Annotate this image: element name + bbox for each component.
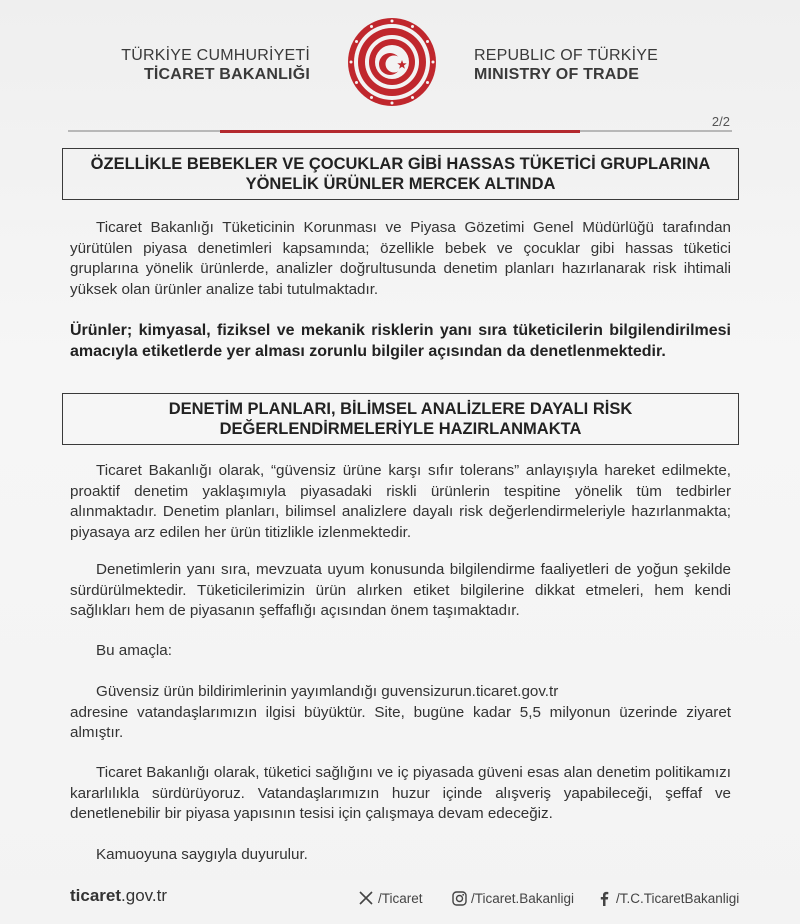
social-x-link[interactable] bbox=[358, 890, 423, 906]
section1-heading-line1: ÖZELLİKLE BEBEKLER VE ÇOCUKLAR GİBİ HASSAS TÜKETİCİ GRUPLARINA bbox=[90, 155, 711, 173]
section2-heading-line2: DEĞERLENDİRMELERİYLE HAZIRLANMAKTA bbox=[219, 420, 582, 438]
social-facebook-link[interactable] bbox=[596, 890, 739, 906]
country-name-tr: TÜRKİYE CUMHURİYETİ bbox=[121, 47, 310, 64]
instagram-icon bbox=[451, 890, 467, 906]
header-left-title bbox=[121, 46, 310, 84]
x-icon bbox=[358, 890, 374, 906]
section1-paragraph2-text: Ürünler; kimyasal, fiziksel ve mekanik risklerin yanı sıra tüketicilerin bilgilendirilmesi amacıyla etiketlerde yer alması zorunlu bilgiler açısından da denetlenmektedir. bbox=[70, 322, 731, 360]
country-name-en: REPUBLIC OF TÜRKİYE bbox=[474, 47, 658, 64]
divider-center-accent bbox=[220, 130, 580, 133]
section2-paragraph3 bbox=[70, 641, 731, 662]
social-x-handle: /Ticaret bbox=[378, 890, 423, 906]
section2-paragraph2-text: Denetimlerin yanı sıra, mevzuata uyum konusunda bilgilendirme faaliyetleri de yoğun şekilde sürdürülmektedir. Tüketicilerimizin ürün alırken etiket bilgilerine dikkat etmeleri, hem kendi sağlıkları hem de piyasanın şeffaflığı açısından önem taşımaktadır. bbox=[70, 561, 731, 619]
ministry-name-tr: TİCARET BAKANLIĞI bbox=[143, 66, 310, 83]
section2-heading-line1: DENETİM PLANLARI, BİLİMSEL ANALİZLERE DAYALI RİSK bbox=[168, 400, 633, 418]
section1-heading-line2: YÖNELİK ÜRÜNLER MERCEK ALTINDA bbox=[245, 175, 556, 193]
social-instagram-link[interactable] bbox=[451, 890, 574, 906]
divider-left bbox=[68, 130, 220, 132]
ministry-seal-logo bbox=[344, 14, 440, 110]
website-link-bold: ticaret bbox=[70, 886, 122, 905]
section2-paragraph1-text: Ticaret Bakanlığı olarak, “güvensiz ürüne karşı sıfır tolerans” anlayışıyla hareket edilmekte, proaktif denetim yaklaşımıyla piyasadaki riskli ürünlerin tespitine yönelik tüm tedbirler alınmaktadır. Denetim planları, bilimsel analizlere dayalı risk değerlendirmeleriyle hazırlanmakta; piyasaya arz edilen her ürün titizlikle izlenmektedir. bbox=[70, 462, 731, 541]
section2-paragraph6-text: Kamuoyuna saygıyla duyurulur. bbox=[96, 846, 308, 863]
facebook-icon bbox=[596, 890, 612, 906]
section2-paragraph5-text: Ticaret Bakanlığı olarak, tüketici sağlığını ve iç piyasada güveni esas alan denetim politikamızı kararlılıkla sürdürüyoruz. Vatandaşlarımızın huzur içinde alışveriş yapabileceği, şeffaf ve denetlenebilir bir piyasa yapısının tesisi için çalışmaya devam edeceğiz. bbox=[70, 764, 731, 822]
ministry-name-en: MINISTRY OF TRADE bbox=[474, 66, 640, 83]
section2-paragraph4-rest: adresine vatandaşlarımızın ilgisi büyüktür. Site, bugüne kadar 5,5 milyonun üzerinde ziyaret almıştır. bbox=[70, 703, 731, 741]
section2-paragraph5 bbox=[70, 763, 731, 825]
section1-paragraph1 bbox=[70, 218, 731, 300]
social-instagram-handle: /Ticaret.Bakanligi bbox=[471, 890, 575, 906]
section2-heading-box bbox=[62, 393, 739, 445]
section1-paragraph2 bbox=[70, 320, 731, 362]
section1-paragraph1-text: Ticaret Bakanlığı Tüketicinin Korunması ve Piyasa Gözetimi Genel Müdürlüğü tarafından yürütülen piyasa denetimleri kapsamında; özellikle bebek ve çocuklar gibi hassas tüketici gruplarına yönelik ürünlerde, analizler doğrultusunda denetim planları hazırlanarak risk ihtimali yüksek olan ürünler analize tabi tutulmaktadır. bbox=[70, 219, 731, 298]
section2-paragraph4 bbox=[70, 682, 731, 744]
page-number: 2/2 bbox=[711, 114, 730, 129]
section2-paragraph3-text: Bu amaçla: bbox=[96, 642, 172, 659]
section2-paragraph4-line1: Güvensiz ürün bildirimlerinin yayımlandığı guvensizurun.ticaret.gov.tr bbox=[96, 683, 559, 700]
section1-heading-box bbox=[62, 148, 739, 200]
header-right-title bbox=[474, 46, 658, 84]
section2-paragraph2 bbox=[70, 560, 731, 622]
social-facebook-handle: /T.C.TicaretBakanligi bbox=[616, 890, 740, 906]
website-link[interactable] bbox=[70, 886, 167, 906]
section2-paragraph1 bbox=[70, 461, 731, 543]
section2-paragraph6 bbox=[70, 845, 731, 866]
website-link-domain: .gov.tr bbox=[121, 886, 168, 905]
divider-right bbox=[580, 130, 732, 132]
